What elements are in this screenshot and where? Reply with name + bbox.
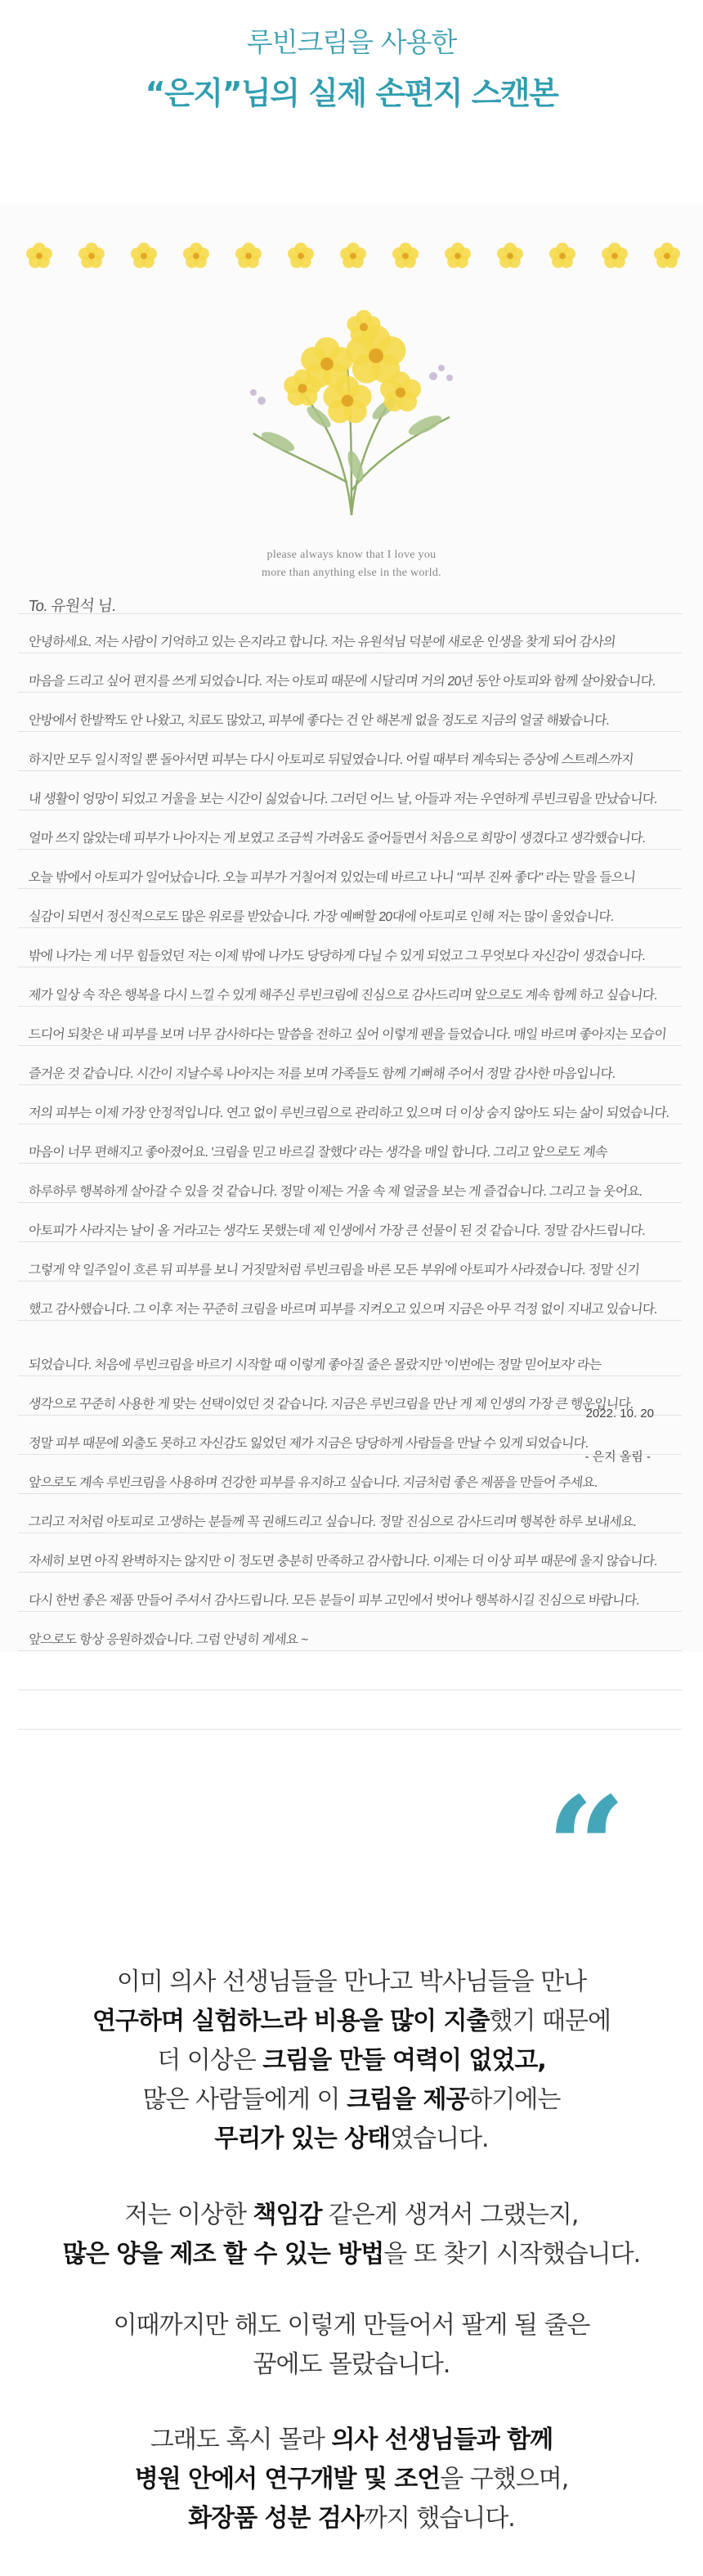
flower-icon	[340, 243, 366, 268]
handwritten-line: 밖에 나가는 게 너무 힘들었던 저는 이제 밖에 나가도 당당하게 다닐 수 있게 되었고 그 무엇보다 자신감이 생겼습니다.	[27, 949, 647, 963]
ruled-line	[18, 770, 682, 771]
ruled-line	[18, 1163, 682, 1164]
ruled-line	[18, 849, 682, 850]
message-text: 많은 사람들에게 이	[142, 2085, 347, 2114]
ruled-line	[18, 1454, 682, 1455]
handwritten-line: 앞으로도 항상 응원하겠습니다. 그럼 안녕히 계세요 ~	[27, 1633, 309, 1647]
ruled-line	[18, 731, 682, 732]
emphasized-text: 크림을 만들 여력이 없었고,	[262, 2046, 546, 2075]
message-text: 저는 이상한	[124, 2201, 253, 2229]
message-text: 이미 의사 선생님들을 만나고 박사님들을 만나	[116, 1968, 587, 1996]
emphasized-text: 의사 선생님들과 함께	[331, 2426, 553, 2454]
handwritten-line: 자세히 보면 아직 완벽하지는 않지만 이 정도면 충분히 만족하고 감사합니다. 이제는 더 이상 피부 때문에 울지 않습니다.	[27, 1555, 658, 1568]
ruled-line	[18, 1320, 682, 1321]
header-title-line2: “은지”님의 실제 손편지 스캔본	[145, 75, 558, 111]
flower-icon	[26, 243, 52, 268]
message-text: 그래도 혹시 몰라	[150, 2426, 332, 2454]
handwritten-line: 제가 일상 속 작은 행복을 다시 느낄 수 있게 해주신 루빈크림에 진심으로 감사드리며 앞으로도 계속 함께 하고 싶습니다.	[27, 989, 658, 1003]
handwritten-line: 즐거운 것 같습니다. 시간이 지날수록 나아지는 저를 보며 가족들도 함께 기뻐해 주어서 정말 감사한 마음입니다.	[27, 1067, 616, 1081]
message-paragraph-3	[0, 2306, 703, 2385]
letter-date: 2022. 10. 20	[585, 1407, 654, 1420]
message-paragraph-2	[0, 2196, 703, 2274]
message-text: 하기에는	[468, 2085, 561, 2114]
message-line	[0, 2421, 703, 2460]
handwritten-line: 안방에서 한발짝도 안 나왔고, 치료도 많았고, 피부에 좋다는 건 안 해본게 없을 정도로 지금의 얼굴 해봤습니다.	[27, 714, 611, 728]
letter-scan	[0, 204, 703, 1652]
handwritten-line: 실감이 되면서 정신적으로도 많은 위로를 받았습니다. 가장 예뻐할 20대에 아토피로 인해 저는 많이 울었습니다.	[27, 910, 615, 924]
message-text: 꿈에도 몰랐습니다.	[253, 2350, 450, 2379]
ruled-line	[18, 1572, 682, 1573]
emphasized-text: 무리가 있는 상태	[214, 2125, 391, 2153]
english-quote-line: please always know that I love you	[266, 549, 437, 561]
ruled-line	[18, 927, 682, 928]
message-text: 였습니다.	[390, 2125, 489, 2153]
handwritten-line: 했고 감사했습니다. 그 이후 저는 꾸준히 크림을 바르며 피부를 지켜오고 있으며 지금은 아무 걱정 없이 지내고 있습니다.	[27, 1303, 658, 1317]
header	[0, 21, 703, 113]
handwritten-line: 저의 피부는 이제 가장 안정적입니다. 연고 없이 루빈크림으로 관리하고 있으며 더 이상 숨지 않아도 되는 삶이 되었습니다.	[27, 1106, 670, 1120]
flower-icon	[288, 243, 314, 268]
handwritten-line: 마음을 드리고 싶어 편지를 쓰게 되었습니다. 저는 아토피 때문에 시달리며 거의 20년 동안 아토피와 함께 살아왔습니다.	[27, 675, 656, 689]
message-line	[0, 2120, 703, 2159]
flower-icon	[131, 243, 157, 268]
message-line	[0, 1963, 703, 2002]
message-line	[0, 2460, 703, 2499]
flower-icon	[549, 243, 575, 268]
bouquet-illustration	[180, 278, 523, 523]
flower-icon	[235, 243, 262, 268]
handwritten-line: 내 생활이 엉망이 되었고 거울을 보는 시간이 싫었습니다. 그러던 어느 날, 아들과 저는 우연하게 루빈크림을 만났습니다.	[27, 792, 658, 806]
ruled-line	[18, 1084, 682, 1085]
message-line	[0, 2041, 703, 2080]
ruled-line	[18, 1729, 682, 1730]
english-quote-line: more than anything else in the world.	[262, 567, 441, 579]
message-line	[0, 2499, 703, 2538]
emphasized-text: 크림을 제공	[347, 2085, 469, 2114]
ruled-line	[18, 692, 682, 693]
emphasized-text: 병원 안에서 연구개발 및 조언	[134, 2465, 441, 2493]
flower-icon	[602, 243, 628, 268]
emphasized-text: 연구하며 실험하느라 비용을 많이 지출	[92, 2007, 490, 2035]
message-paragraph-4	[0, 2421, 703, 2538]
letter-signature: - 은지 올림 -	[584, 1450, 651, 1464]
message-line	[0, 2235, 703, 2274]
ruled-line	[18, 1045, 682, 1046]
message-text: 까지 했습니다.	[363, 2504, 515, 2533]
handwritten-line: 아토피가 사라지는 날이 올 거라고는 생각도 못했는데 제 인생에서 가장 큰 선물이 된 것 같습니다. 정말 감사드립니다.	[27, 1224, 647, 1238]
handwritten-line: 그렇게 약 일주일이 흐른 뒤 피부를 보니 거짓말처럼 루빈크림을 바른 모든 부위에 아토피가 사라졌습니다. 정말 신기	[27, 1263, 640, 1277]
ruled-line	[18, 1006, 682, 1007]
flower-icon	[78, 243, 105, 268]
message-line	[0, 2196, 703, 2235]
ruled-line	[18, 1415, 682, 1416]
flower-icon	[654, 243, 680, 268]
flower-icon	[392, 243, 419, 268]
handwritten-line: 하지만 모두 일시적일 뿐 돌아서면 피부는 다시 아토피로 뒤덮였습니다. 어릴 때부터 계속되는 증상에 스트레스까지	[27, 753, 634, 767]
flower-icon	[347, 310, 380, 343]
message-text: 했기 때문에	[489, 2007, 611, 2035]
message-line	[0, 2002, 703, 2041]
ruled-line	[18, 1650, 682, 1651]
ruled-line	[18, 1202, 682, 1203]
handwritten-line: 마음이 너무 편해지고 좋아졌어요. '크림을 믿고 바르길 잘했다' 라는 생각을 매일 합니다. 그리고 앞으로도 계속	[27, 1146, 608, 1160]
handwritten-line: 그리고 저처럼 아토피로 고생하는 분들께 꼭 권해드리고 싶습니다. 정말 진심으로 감사드리며 행복한 하루 보내세요.	[27, 1515, 638, 1529]
message-text: 같은게 생겨서 그랬는지,	[321, 2201, 579, 2229]
emphasized-text: 책임감	[253, 2201, 322, 2229]
message-text: 을 또 찾기 시작했습니다.	[383, 2240, 641, 2269]
flower-icon	[497, 243, 523, 268]
handwritten-line: 생각으로 꾸준히 사용한 게 맞는 선택이었던 것 같습니다. 지금은 루빈크림을 만난 게 제 인생의 가장 큰 행운입니다.	[27, 1398, 634, 1411]
handwritten-line: 얼마 쓰지 않았는데 피부가 나아지는 게 보였고 조금씩 가려움도 줄어들면서 처음으로 희망이 생겼다고 생각했습니다.	[27, 832, 647, 846]
message-line	[0, 2306, 703, 2345]
ruled-line	[18, 888, 682, 889]
ruled-line	[18, 1241, 682, 1242]
message-paragraph-1	[0, 1963, 703, 2159]
message-text: 이때까지만 해도 이렇게 만들어서 팔게 될 줄은	[113, 2311, 590, 2340]
handwritten-line: 앞으로도 계속 루빈크림을 사용하며 건강한 피부를 유지하고 싶습니다. 지금처럼 좋은 제품을 만들어 주세요.	[27, 1476, 598, 1490]
emphasized-text: 화장품 성분 검사	[188, 2504, 364, 2533]
handwritten-line: To. 유원석 님.	[27, 598, 117, 615]
handwritten-line: 정말 피부 때문에 외출도 못하고 자신감도 잃었던 제가 지금은 당당하게 사람들을 만날 수 있게 되었습니다.	[27, 1437, 589, 1451]
header-title-line1: 루빈크림을 사용한	[246, 26, 457, 58]
message-text: 더 이상은	[157, 2046, 263, 2075]
flower-icon	[183, 243, 209, 268]
handwritten-line: 하루하루 행복하게 살아갈 수 있을 것 같습니다. 정말 이제는 거울 속 제 얼굴을 보는 게 즐겁습니다. 그리고 늘 웃어요.	[27, 1185, 643, 1199]
handwritten-line: 오늘 밖에서 아토피가 일어났습니다. 오늘 피부가 거칠어져 있었는데 바르고 나니 "피부 진짜 좋다" 라는 말을 들으니	[27, 871, 636, 885]
emphasized-text: 많은 양을 제조 할 수 있는 방법	[62, 2240, 384, 2269]
flower-icon	[445, 243, 471, 268]
ruled-line	[18, 1611, 682, 1612]
handwritten-line: 되었습니다. 처음에 루빈크림을 바르기 시작할 때 이렇게 좋아질 줄은 몰랐지만 '이번에는 정말 믿어보자' 라는	[27, 1358, 602, 1372]
handwritten-line: 다시 한번 좋은 제품 만들어 주셔서 감사드립니다. 모든 분들이 피부 고민에서 벗어나 행복하시길 진심으로 바랍니다.	[27, 1594, 640, 1608]
handwritten-line: 안녕하세요. 저는 사람이 기억하고 있는 은지라고 합니다. 저는 유원석님 덕분에 새로운 인생을 찾게 되어 감사의	[27, 635, 616, 649]
handwritten-line: 드디어 되찾은 내 피부를 보며 너무 감사하다는 말씀을 전하고 싶어 이렇게 펜을 들었습니다. 매일 바르며 좋아지는 모습이	[27, 1028, 667, 1042]
english-quote	[0, 546, 703, 582]
flower-border-illustration	[0, 231, 703, 280]
ruled-line	[18, 1493, 682, 1494]
message-line	[0, 2345, 703, 2385]
message-line	[0, 2080, 703, 2120]
quote-mark-icon: “	[546, 1766, 626, 1930]
message-text: 을 구했으며,	[440, 2465, 569, 2493]
